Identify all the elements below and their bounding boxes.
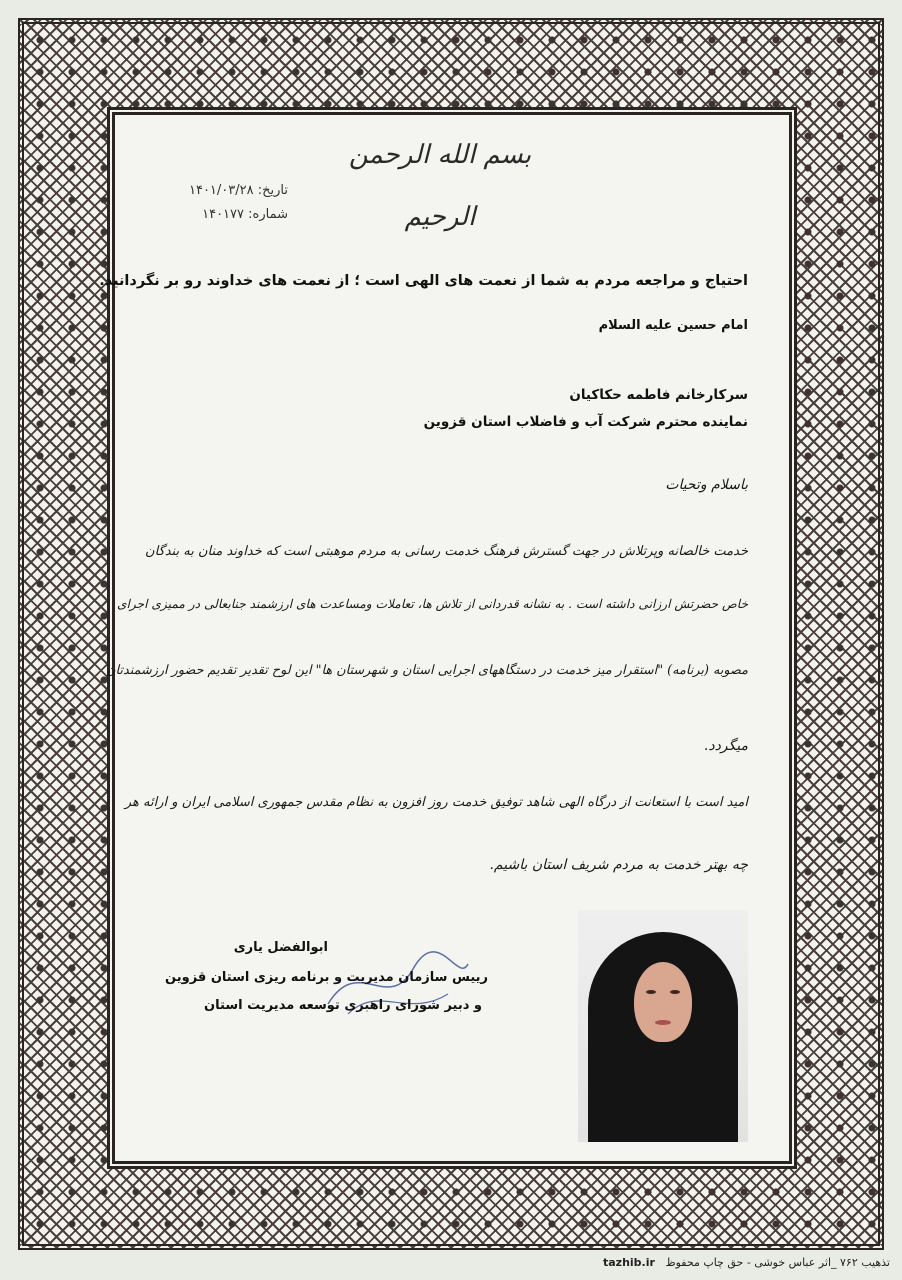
date-line — [189, 183, 288, 198]
number-line — [202, 207, 288, 222]
photo-face — [634, 962, 692, 1042]
quote-author: امام حسین علیه السلام — [598, 318, 748, 333]
body-line: امید است با استعانت از درگاه الهی شاهد توفیق خدمت روز افزون به نظام مقدس جمهوری اسلامی ایران و ارائه هر — [124, 795, 748, 810]
recipient-photo — [578, 910, 748, 1142]
number-label: شماره: — [248, 207, 288, 222]
body-line: چه بهتر خدمت به مردم شریف استان باشیم. — [489, 857, 748, 873]
number-value: ۱۴۰۱۷۷ — [202, 207, 245, 222]
signer-role-2: و دبیر شورای راهبری توسعه مدیریت استان — [204, 998, 482, 1013]
date-label: تاریخ: — [257, 183, 288, 198]
bismillah-calligraphy: بسم الله الرحمن الرحیم — [348, 140, 532, 232]
body-line: مصوبه (برنامه) "استقرار میز خدمت در دستگاههای اجرایی استان و شهرستان ها" این لوح تقدیر تقدیم حضور ارزشمندتان — [106, 663, 748, 678]
footer-site: tazhib.ir — [603, 1256, 655, 1269]
quote-text: احتیاج و مراجعه مردم به شما از نعمت های الهی است ؛ از نعمت های خداوند رو بر نگردانید. — [99, 273, 748, 289]
greeting: باسلام وتحیات — [665, 477, 748, 493]
date-value: ۱۴۰۱/۰۳/۲۸ — [188, 183, 254, 198]
body-line: خدمت خالصانه وپرتلاش در جهت گسترش فرهنگ خدمت رسانی به مردم موهبتی است که خداوند منان به بندگان — [145, 544, 748, 559]
footer-credit — [603, 1256, 890, 1269]
recipient-name: سرکارخانم فاطمه حکاکیان — [569, 387, 748, 403]
recipient-title: نماینده محترم شرکت آب و فاضلاب استان قزوین — [423, 414, 748, 430]
body-line: خاص حضرتش ارزانی داشته است . به نشانه قدردانی از تلاش ها، تعاملات ومساعدت های ارزشمند جنابعالی در ممیزی اجرای — [116, 597, 748, 611]
body-line: میگردد. — [703, 738, 748, 754]
signer-role-1: رییس سازمان مدیریت و برنامه ریزی استان قزوین — [165, 970, 488, 985]
signer-name: ابوالفضل یاری — [233, 940, 328, 955]
footer-credit-text: تذهیب ۷۶۲ _اثر عباس خوشی - حق چاپ محفوظ — [665, 1256, 890, 1269]
